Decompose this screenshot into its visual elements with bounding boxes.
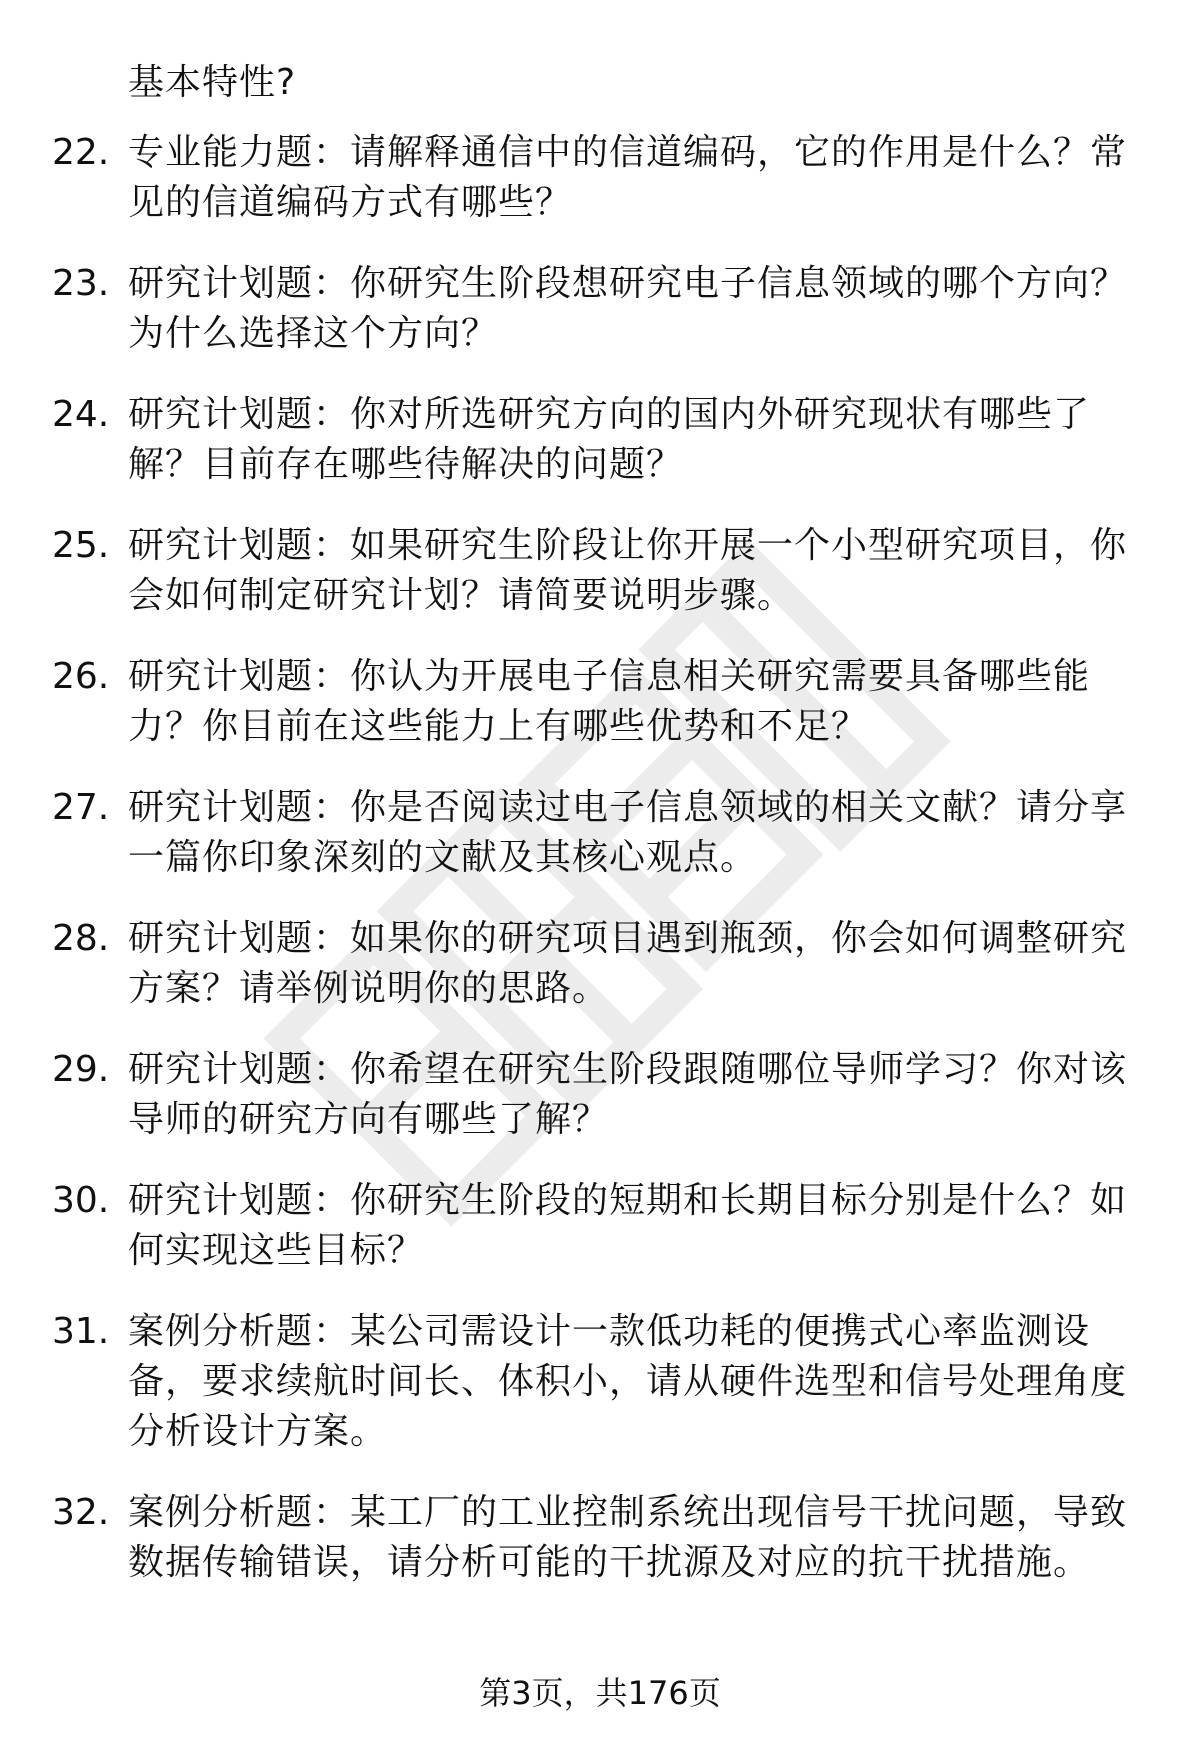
question-text: 研究计划题：如果研究生阶段让你开展一个小型研究项目，你会如何制定研究计划？请简要说明步骤。 — [128, 525, 1128, 616]
question-item — [0, 1045, 1200, 1145]
question-text: 研究计划题：你研究生阶段的短期和长期目标分别是什么？如何实现这些目标？ — [128, 1180, 1128, 1271]
question-number: 28. — [52, 918, 110, 959]
question-text: 研究计划题：你希望在研究生阶段跟随哪位导师学习？你对该导师的研究方向有哪些了解？ — [128, 1049, 1128, 1140]
question-item — [0, 259, 1200, 359]
question-text: 案例分析题：某工厂的工业控制系统出现信号干扰问题，导致数据传输错误，请分析可能的干扰源及对应的抗干扰措施。 — [128, 1492, 1128, 1583]
question-number: 25. — [52, 525, 110, 566]
question-item — [0, 521, 1200, 621]
question-text: 研究计划题：你是否阅读过电子信息领域的相关文献？请分享一篇你印象深刻的文献及其核心观点。 — [128, 787, 1128, 878]
question-item — [0, 1176, 1200, 1276]
question-list — [0, 128, 1200, 1619]
question-number: 26. — [52, 656, 110, 697]
question-item — [0, 128, 1200, 228]
question-number: 30. — [52, 1180, 110, 1221]
question-number: 27. — [52, 787, 110, 828]
question-text: 案例分析题：某公司需设计一款低功耗的便携式心率监测设备，要求续航时间长、体积小，请从硬件选型和信号处理角度分析设计方案。 — [128, 1311, 1128, 1452]
question-number: 31. — [52, 1311, 110, 1352]
question-number: 24. — [52, 394, 110, 435]
page-footer: 第3页，共176页 — [479, 1674, 721, 1712]
question-text: 研究计划题：你研究生阶段想研究电子信息领域的哪个方向？为什么选择这个方向？ — [128, 263, 1128, 354]
question-text: 专业能力题：请解释通信中的信道编码，它的作用是什么？常见的信道编码方式有哪些？ — [128, 132, 1128, 223]
question-item — [0, 1307, 1200, 1457]
question-number: 23. — [52, 263, 110, 304]
question-number: 32. — [52, 1492, 110, 1533]
question-item — [0, 783, 1200, 883]
question-text: 研究计划题：如果你的研究项目遇到瓶颈，你会如何调整研究方案？请举例说明你的思路。 — [128, 918, 1128, 1009]
question-number: 22. — [52, 132, 110, 173]
continuation-text: 基本特性? — [128, 62, 297, 103]
question-text: 研究计划题：你对所选研究方向的国内外研究现状有哪些了解？目前存在哪些待解决的问题？ — [128, 394, 1091, 485]
question-text: 研究计划题：你认为开展电子信息相关研究需要具备哪些能力？你目前在这些能力上有哪些优势和不足？ — [128, 656, 1091, 747]
question-item — [0, 1488, 1200, 1588]
question-item — [0, 390, 1200, 490]
question-number: 29. — [52, 1049, 110, 1090]
question-item — [0, 652, 1200, 752]
question-item — [0, 914, 1200, 1014]
